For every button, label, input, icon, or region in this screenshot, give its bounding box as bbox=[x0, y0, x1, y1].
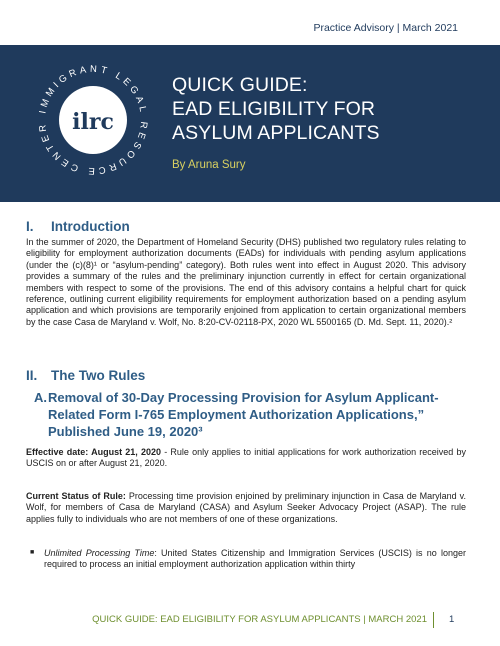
document-title bbox=[172, 73, 380, 145]
intro-paragraph: In the summer of 2020, the Department of Homeland Security (DHS) published two regulatory rules relating to eligibility for employment authorization documents (EADs) for individuals with pending asylum applications (under the (c)(8)¹ or “asylum-pending” category). Both rules went into effect in August 2020. This advisory provides a summary of the rules and the preliminary injunction currently in effect for certain organizational members with respect to some of the provisions. The end of this advisory contains a helpful chart for quick reference, outlining current eligibility requirements for employment authorization based on a pending asylum application and which provisions are temporarily enjoined from application to certain organizational members by the case Casa de Maryland v. Wolf, No. 8:20-CV-02118-PX, 2020 WL 5500165 (D. Md. Sept. 11, 2020).² bbox=[26, 237, 466, 327]
bullet-label: Unlimited Processing Time bbox=[44, 548, 155, 558]
effective-date-paragraph bbox=[26, 447, 466, 470]
section-title: The Two Rules bbox=[51, 368, 146, 383]
section-title: Introduction bbox=[51, 219, 130, 234]
section-number: II. bbox=[26, 368, 38, 383]
effective-date-label: Effective date: August 21, 2020 bbox=[26, 447, 161, 457]
section-heading-introduction bbox=[26, 219, 130, 234]
author-byline: By Aruna Sury bbox=[172, 159, 246, 171]
current-status-label: Current Status of Rule: bbox=[26, 491, 126, 501]
section-number: I. bbox=[26, 219, 34, 234]
bullet-marker-icon: ■ bbox=[30, 549, 35, 556]
logo-initials: ilrc bbox=[72, 109, 114, 135]
current-status-paragraph bbox=[26, 491, 466, 525]
current-status-text: Processing time provision enjoined by preliminary injunction in Casa de Maryland v. Wolf, for members of Casa de Maryland (CASA) and Asylum Seeker Advocacy Project (ASAP). The rule applies fully to individuals who are not members of one of these organizations. bbox=[26, 491, 466, 524]
subsection-line: Related Form I-765 Employment Authorization Applications,” bbox=[48, 407, 425, 422]
subsection-letter: A. bbox=[34, 390, 47, 405]
bullet-body: : United States Citizenship and Immigration Services (USCIS) is no longer required to process an initial employment authorization application within thirty bbox=[44, 548, 466, 570]
advisory-label: Practice Advisory | March 2021 bbox=[313, 22, 458, 34]
bullet-text bbox=[44, 548, 466, 571]
title-line: EAD ELIGIBILITY FOR bbox=[172, 98, 376, 120]
subsection-heading bbox=[34, 389, 454, 440]
page-footer bbox=[0, 612, 500, 630]
title-line: ASYLUM APPLICANTS bbox=[172, 122, 380, 144]
logo-ring-text: IMMIGRANT LEGAL RESOURCE CENTER bbox=[36, 63, 150, 177]
footer-divider bbox=[433, 612, 434, 628]
hero-banner bbox=[0, 45, 500, 202]
effective-date-text: - Rule only applies to initial applications for work authorization received by USCIS on or after August 21, 2020. bbox=[26, 447, 466, 469]
section-heading-two-rules bbox=[26, 368, 145, 383]
subsection-line: Removal of 30-Day Processing Provision for Asylum Applicant- bbox=[48, 390, 439, 405]
title-line: QUICK GUIDE: bbox=[172, 74, 308, 96]
page-number: 1 bbox=[449, 614, 455, 625]
top-bar bbox=[0, 0, 500, 45]
ilrc-logo bbox=[22, 49, 164, 191]
footer-text: QUICK GUIDE: EAD ELIGIBILITY FOR ASYLUM APPLICANTS | MARCH 2021 bbox=[92, 614, 427, 625]
bullet-item bbox=[30, 548, 466, 571]
subsection-line: Published June 19, 2020³ bbox=[48, 424, 203, 439]
